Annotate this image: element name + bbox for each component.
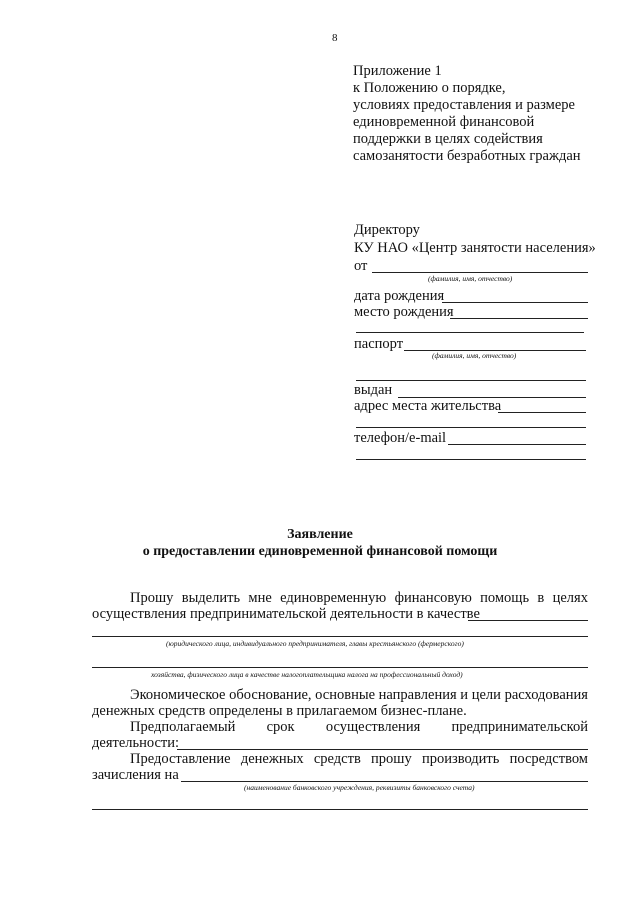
address-field-continued[interactable]: [356, 427, 586, 428]
passport-label: паспорт: [354, 336, 404, 352]
word: финансовую: [394, 590, 472, 606]
paragraph-4-line-2: зачисления на: [92, 767, 179, 783]
word: основные: [315, 687, 376, 703]
business-form-field-continued[interactable]: [92, 636, 588, 637]
birth-date-label: дата рождения: [354, 288, 445, 304]
word: цели: [471, 687, 501, 703]
word: выделить: [181, 590, 241, 606]
phone-email-label: телефон/e-mail: [354, 430, 447, 446]
paragraph-4-line-1: [130, 751, 588, 768]
word: в: [537, 590, 545, 606]
issued-label: выдан: [354, 382, 393, 398]
word: производить: [421, 751, 500, 767]
appendix-block: [353, 63, 581, 165]
bank-details-field-continued[interactable]: [92, 809, 588, 810]
phone-email-field[interactable]: [448, 444, 586, 445]
business-period-field[interactable]: [177, 749, 588, 750]
paragraph-3-line-2: деятельности:: [92, 735, 180, 751]
word: единовременную: [280, 590, 387, 606]
word: расходования: [504, 687, 588, 703]
statement-subtitle: о предоставлении единовременной финансовой помощи: [142, 544, 498, 559]
passport-field-continued[interactable]: [356, 380, 586, 381]
birth-place-label: место рождения: [354, 304, 454, 320]
appendix-line: Приложение 1: [353, 63, 442, 79]
word: обоснование,: [229, 687, 312, 703]
birth-date-field[interactable]: [442, 302, 588, 303]
appendix-line: единовременной финансовой: [353, 114, 535, 130]
word: средств: [313, 751, 361, 767]
to-label: Директору: [354, 222, 420, 238]
business-form-hint-2: хозяйства, физического лица в качестве налогоплательщика налога на профессиональный доход): [151, 670, 463, 679]
word: направления: [378, 687, 457, 703]
business-form-hint-1: (юридического лица, индивидуального предпринимателя, главы крестьянского (фермерского): [166, 639, 464, 648]
address-label: адрес места жительства: [354, 398, 502, 414]
paragraph-1-line-2: осуществления предпринимательской деятельности в качестве: [92, 606, 480, 622]
word: Предполагаемый: [130, 719, 236, 735]
passport-field-hint: (фамилия, имя, отчество): [432, 351, 517, 360]
word: осуществления: [325, 719, 421, 735]
birth-place-field[interactable]: [450, 318, 588, 319]
bank-details-field[interactable]: [181, 781, 588, 782]
from-field[interactable]: [372, 272, 588, 273]
paragraph-2-line-2: денежных средств определены в прилагаемом бизнес-плане.: [92, 703, 467, 719]
word: прошу: [371, 751, 412, 767]
organization-name: КУ НАО «Центр занятости населения»: [354, 240, 596, 256]
birth-place-field-continued[interactable]: [356, 332, 584, 333]
word: целях: [552, 590, 588, 606]
word: посредством: [509, 751, 588, 767]
business-form-field-continued-2[interactable]: [92, 667, 588, 668]
appendix-line: поддержки в целях содействия: [353, 131, 543, 147]
appendix-line: условиях предоставления и размере: [353, 97, 575, 113]
paragraph-3-line-1: [130, 719, 588, 736]
word: Предоставление: [130, 751, 231, 767]
paragraph-2-line-1: [130, 687, 588, 704]
word: денежных: [240, 751, 304, 767]
word: помощь: [480, 590, 530, 606]
word: Экономическое: [130, 687, 226, 703]
word: Прошу: [130, 590, 174, 606]
address-field[interactable]: [498, 412, 586, 413]
word: и: [460, 687, 469, 703]
appendix-line: самозанятости безработных граждан: [353, 148, 581, 164]
phone-email-field-continued[interactable]: [356, 459, 586, 460]
word: мне: [248, 590, 272, 606]
page-number: 8: [332, 32, 338, 44]
business-form-field[interactable]: [468, 620, 588, 621]
paragraph-1-line-1: [130, 590, 588, 607]
from-label: от: [354, 258, 368, 274]
word: предпринимательской: [451, 719, 588, 735]
from-field-hint: (фамилия, имя, отчество): [428, 274, 513, 283]
word: срок: [266, 719, 295, 735]
appendix-line: к Положению о порядке,: [353, 80, 506, 96]
bank-details-hint: (наименование банковского учреждения, реквизиты банковского счета): [244, 783, 475, 792]
statement-title: Заявление: [287, 527, 353, 542]
